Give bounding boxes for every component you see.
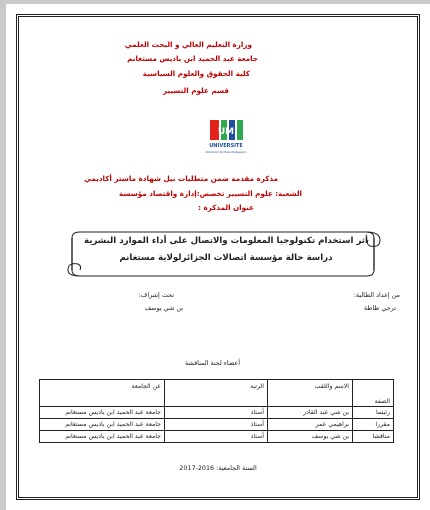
thesis-branch: الشعبة: علوم التسيير تخصص:إدارة واقتصاد مؤسسة xyxy=(119,189,302,198)
supervisor-name: بن شي يوسف xyxy=(144,304,183,312)
faculty-line: كلية الحقوق والعلوم السياسية xyxy=(142,69,250,78)
cell-role: مقررا xyxy=(353,419,394,431)
cell-institution: جامعة عبد الحميد ابن باديس مستغانم xyxy=(40,431,165,443)
document-page xyxy=(6,4,430,510)
supervised-by-label: تحت إشراف: xyxy=(138,291,174,299)
cell-name: بن شي عبد القادر xyxy=(268,407,353,419)
prepared-by-label: من إعداد الطالبة: xyxy=(353,291,400,299)
jury-header-row xyxy=(40,380,394,407)
cell-institution: جامعة عبد الحميد ابن باديس مستغانم xyxy=(40,407,165,419)
cell-rank: أستاذ xyxy=(165,407,268,419)
cell-rank: أستاذ xyxy=(165,431,268,443)
logo-text: UNIVERSITE xyxy=(209,143,243,149)
cell-role: مناقشا xyxy=(353,431,394,443)
table-row xyxy=(40,419,394,431)
university-logo xyxy=(204,118,248,158)
header-rank: الرتبة xyxy=(165,380,268,407)
cell-name: براهيمي عمر xyxy=(268,419,353,431)
student-name: ترجي طاطة xyxy=(363,304,396,312)
cell-role: رئيسا xyxy=(353,407,394,419)
university-line: جامعة عبد الحميد ابن باديس مستغانم xyxy=(127,54,258,63)
thesis-purpose: مذكرة مقدمة ضمن متطلبات نيل شهادة ماستر أكاديمي xyxy=(84,174,278,183)
title-scroll-banner xyxy=(66,226,386,282)
thesis-title-label: عنوان المذكرة : xyxy=(198,203,254,212)
header-name: الاسم واللقب xyxy=(268,380,353,407)
cell-name: بن شي يوسف xyxy=(268,431,353,443)
jury-table xyxy=(39,379,394,443)
thesis-title-line1: أثر استخدام تكنولوجيا المعلومات والاتصال على أداء الموارد البشرية xyxy=(84,236,368,246)
table-row xyxy=(40,407,394,419)
logo-graphic xyxy=(204,118,248,158)
header-role: الصفة xyxy=(353,380,394,407)
logo-mark: UM xyxy=(217,127,235,137)
header-institution: عن الجامعة xyxy=(40,380,165,407)
logo-subtext: Abdelhamid Ibn Badis Mostaganem xyxy=(205,151,247,154)
department-line: قسم علوم التسيير xyxy=(162,86,229,95)
jury-title: أعضاء لجنة المناقشة xyxy=(184,359,240,367)
cell-institution: جامعة عبد الحميد ابن باديس مستغانم xyxy=(40,419,165,431)
cell-rank: أستاذ xyxy=(165,419,268,431)
academic-year: السنة الجامعية: 2016-2017 xyxy=(179,464,257,472)
table-row xyxy=(40,431,394,443)
ministry-line: وزارة التعليم العالي و البحث العلمي xyxy=(124,40,252,49)
thesis-title-line2: دراسة حالة مؤسسة اتصالات الجزائرلولاية مستغانم xyxy=(119,253,333,263)
